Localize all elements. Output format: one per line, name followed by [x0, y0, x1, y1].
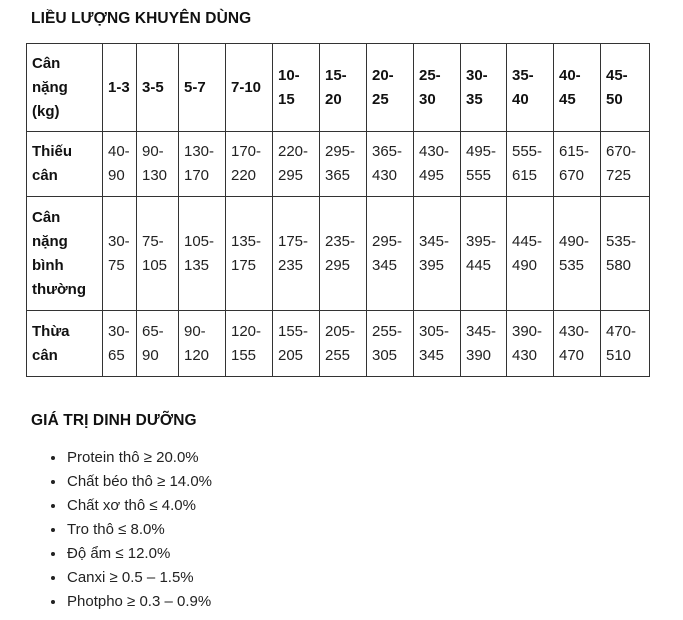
header-cell: 20-25 — [367, 44, 414, 132]
table-cell: 305-345 — [414, 311, 461, 377]
list-item: • Canxi ≥ 0.5 – 1.5% — [66, 566, 212, 590]
table-cell: 470-510 — [601, 311, 650, 377]
header-cell: 5-7 — [179, 44, 226, 132]
table-cell: 40-90 — [103, 132, 137, 197]
table-cell: 175-235 — [273, 197, 320, 311]
table-cell: 295-365 — [320, 132, 367, 197]
header-cell: 10-15 — [273, 44, 320, 132]
table-cell: 205-255 — [320, 311, 367, 377]
header-cell: 40-45 — [554, 44, 601, 132]
table-cell: 120-155 — [226, 311, 273, 377]
header-cell: 15-20 — [320, 44, 367, 132]
table-cell: 490-535 — [554, 197, 601, 311]
dosage-title: LIỀU LƯỢNG KHUYÊN DÙNG — [31, 10, 252, 27]
table-cell: 155-205 — [273, 311, 320, 377]
header-cell: 3-5 — [137, 44, 179, 132]
row-label: Thiếu cân — [27, 132, 103, 197]
table-cell: 220-295 — [273, 132, 320, 197]
header-cell: Cân nặng (kg) — [27, 44, 103, 132]
table-cell: 445-490 — [507, 197, 554, 311]
list-item: • Độ ẩm ≤ 12.0% — [66, 542, 212, 566]
row-label: Cân nặng bình thường — [27, 197, 103, 311]
header-cell: 25-30 — [414, 44, 461, 132]
table-cell: 390-430 — [507, 311, 554, 377]
list-item: • Protein thô ≥ 20.0% — [66, 446, 212, 470]
table-cell: 345-395 — [414, 197, 461, 311]
list-item: • Chất béo thô ≥ 14.0% — [66, 470, 212, 494]
header-cell: 35-40 — [507, 44, 554, 132]
table-cell: 395-445 — [461, 197, 507, 311]
table-cell: 235-295 — [320, 197, 367, 311]
table-cell: 345-390 — [461, 311, 507, 377]
table-cell: 65-90 — [137, 311, 179, 377]
list-item: • Chất xơ thô ≤ 4.0% — [66, 494, 212, 518]
table-cell: 615-670 — [554, 132, 601, 197]
table-cell: 430-495 — [414, 132, 461, 197]
table-cell: 295-345 — [367, 197, 414, 311]
table-cell: 90-130 — [137, 132, 179, 197]
table-cell: 130-170 — [179, 132, 226, 197]
table-cell: 90-120 — [179, 311, 226, 377]
table-row — [27, 311, 650, 377]
list-item: • Tro thô ≤ 8.0% — [66, 518, 212, 542]
nutrition-title: GIÁ TRỊ DINH DƯỠNG — [31, 412, 197, 429]
nutrition-list — [30, 446, 212, 614]
table-cell: 670-725 — [601, 132, 650, 197]
table-cell: 255-305 — [367, 311, 414, 377]
table-row — [27, 197, 650, 311]
header-cell: 45-50 — [601, 44, 650, 132]
table-cell: 30-75 — [103, 197, 137, 311]
table-cell: 555-615 — [507, 132, 554, 197]
list-item: • Photpho ≥ 0.3 – 0.9% — [66, 590, 212, 614]
header-cell: 30-35 — [461, 44, 507, 132]
table-cell: 495-555 — [461, 132, 507, 197]
table-cell: 170-220 — [226, 132, 273, 197]
table-cell: 75-105 — [137, 197, 179, 311]
header-cell: 7-10 — [226, 44, 273, 132]
table-cell: 105-135 — [179, 197, 226, 311]
header-cell: 1-3 — [103, 44, 137, 132]
table-cell: 430-470 — [554, 311, 601, 377]
table-cell: 135-175 — [226, 197, 273, 311]
table-cell: 535-580 — [601, 197, 650, 311]
table-header-row — [27, 44, 650, 132]
row-label: Thừa cân — [27, 311, 103, 377]
dosage-table — [26, 43, 650, 377]
table-cell: 365-430 — [367, 132, 414, 197]
table-row — [27, 132, 650, 197]
table-cell: 30-65 — [103, 311, 137, 377]
